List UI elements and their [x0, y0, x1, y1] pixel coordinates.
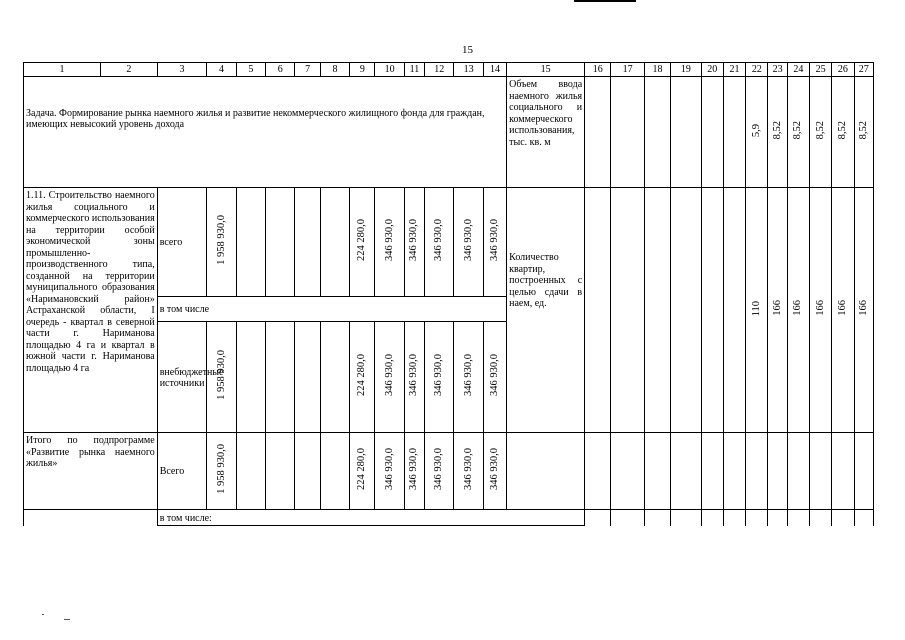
empty-cell: [787, 433, 809, 510]
empty-cell: [701, 510, 723, 526]
empty-cell: [611, 188, 644, 433]
total-value: 1 958 930,0: [215, 444, 227, 495]
col-header: 3: [157, 63, 207, 77]
empty-cell: [701, 433, 723, 510]
empty-cell: [671, 510, 701, 526]
column-number-row: [24, 63, 874, 77]
empty-cell: [320, 322, 349, 433]
empty-cell: [611, 510, 644, 526]
year-value-cell: [454, 322, 483, 433]
col-header: 18: [644, 63, 670, 77]
empty-cell: [723, 188, 745, 433]
year-value: 346 930,0: [488, 219, 500, 262]
task-value-cell: [854, 77, 873, 188]
col-header: 21: [723, 63, 745, 77]
year-value: 346 930,0: [408, 219, 420, 262]
year-value-cell: [425, 322, 454, 433]
year-value-cell: [350, 188, 375, 297]
year-value: 346 930,0: [462, 219, 474, 262]
empty-cell: [295, 322, 320, 433]
year-value-cell: [375, 322, 404, 433]
total-value: 1 958 930,0: [215, 215, 227, 266]
year-value-cell: [375, 433, 404, 510]
col-header: 15: [507, 63, 585, 77]
year-value: 346 930,0: [433, 354, 445, 397]
empty-cell: [236, 188, 265, 297]
col-header: 23: [768, 63, 787, 77]
item-indicator: Количество квартир, построенных с целью сдачи в наем, ед.: [509, 252, 583, 310]
year-value: 346 930,0: [488, 354, 500, 397]
year-value-cell: [483, 433, 506, 510]
item-indicator-cell: [507, 188, 585, 433]
empty-cell: [611, 77, 644, 188]
empty-cell: [24, 510, 158, 526]
task-value: 8,52: [814, 121, 826, 140]
col-header: 10: [375, 63, 404, 77]
indicator-value: 166: [836, 300, 848, 317]
empty-cell: [295, 188, 320, 297]
year-value: 346 930,0: [462, 448, 474, 491]
year-value: 346 930,0: [383, 219, 395, 262]
task-text: Задача. Формирование рынка наемного жилья и развитие некоммерческого жилищного фонда для граждан, имеющих невысокий уровень дохода: [26, 107, 485, 130]
item-name: 1.11. Строительство наемного жилья социального и коммерческого использования на территории особой экономической зоны промышленно-производственного типа, созданной на территории муниципального образования «Наримановский район» Астраханской области, I очередь - квартал в северной части г. Нариманова площадью 4 га и квартал в южной части г. Нариманова площадью 4 га: [26, 190, 155, 374]
year-value-cell: [483, 188, 506, 297]
task-value: 8,52: [792, 121, 804, 140]
task-value: 8,52: [836, 121, 848, 140]
col-header: 9: [350, 63, 375, 77]
col-header: 4: [207, 63, 236, 77]
empty-cell: [832, 433, 854, 510]
empty-cell: [507, 433, 585, 510]
empty-cell: [809, 510, 831, 526]
empty-cell: [585, 433, 611, 510]
indicator-value-cell: [746, 188, 768, 433]
incl-cell: [157, 297, 506, 322]
task-indicator-cell: [507, 77, 585, 188]
source-all-label: всего: [159, 237, 183, 249]
col-header: 17: [611, 63, 644, 77]
col-header: 20: [701, 63, 723, 77]
col-header: 8: [320, 63, 349, 77]
task-value: 8,52: [857, 121, 869, 140]
empty-cell: [585, 77, 611, 188]
total-name-cell: [24, 433, 158, 510]
incl-label: в том числе: [159, 304, 210, 316]
empty-cell: [768, 433, 787, 510]
indicator-value-cell: [787, 188, 809, 433]
empty-cell: [644, 188, 670, 433]
empty-cell: [266, 322, 295, 433]
year-value-cell: [454, 433, 483, 510]
corner-mark: [574, 0, 636, 2]
indicator-value: 166: [857, 300, 869, 317]
empty-cell: [746, 510, 768, 526]
year-value-cell: [425, 188, 454, 297]
empty-cell: [644, 433, 670, 510]
year-value: 346 930,0: [488, 448, 500, 491]
col-header: 24: [787, 63, 809, 77]
total-cell: [207, 433, 236, 510]
year-value-cell: [350, 322, 375, 433]
col-header: 27: [854, 63, 873, 77]
empty-cell: [854, 510, 873, 526]
total-incl-row: [24, 510, 874, 526]
year-value-cell: [404, 433, 424, 510]
source-cell: [157, 433, 207, 510]
year-value-cell: [454, 188, 483, 297]
indicator-value-cell: [854, 188, 873, 433]
task-value-cell: [746, 77, 768, 188]
year-value: 224 280,0: [356, 219, 368, 262]
empty-cell: [295, 433, 320, 510]
year-value: 346 930,0: [408, 448, 420, 491]
year-value: 346 930,0: [433, 219, 445, 262]
empty-cell: [585, 510, 611, 526]
total-incl-cell: [157, 510, 584, 526]
source-extra-label: внебюджетные источники: [159, 366, 224, 389]
budget-table: [23, 62, 874, 526]
col-header: 11: [404, 63, 424, 77]
year-value-cell: [404, 188, 424, 297]
year-value: 346 930,0: [462, 354, 474, 397]
empty-cell: [236, 433, 265, 510]
col-header: 25: [809, 63, 831, 77]
col-header: 26: [832, 63, 854, 77]
col-header: 5: [236, 63, 265, 77]
empty-cell: [644, 77, 670, 188]
empty-cell: [701, 77, 723, 188]
total-name: Итого по подпрограмме «Развитие рынка наемного жилья»: [26, 435, 155, 469]
total-source-label: Всего: [159, 466, 185, 478]
year-value-cell: [350, 433, 375, 510]
year-value-cell: [375, 188, 404, 297]
col-header: 13: [454, 63, 483, 77]
total-cell: [207, 188, 236, 297]
year-value-cell: [404, 322, 424, 433]
scan-mark: [42, 614, 44, 615]
scan-mark: [64, 619, 70, 620]
year-value: 346 930,0: [383, 354, 395, 397]
empty-cell: [723, 433, 745, 510]
page-number: 15: [462, 44, 473, 56]
empty-cell: [611, 433, 644, 510]
empty-cell: [644, 510, 670, 526]
empty-cell: [320, 433, 349, 510]
year-value: 346 930,0: [433, 448, 445, 491]
year-value-cell: [425, 433, 454, 510]
indicator-value-cell: [809, 188, 831, 433]
empty-cell: [854, 433, 873, 510]
empty-cell: [320, 188, 349, 297]
empty-cell: [768, 510, 787, 526]
col-header: 7: [295, 63, 320, 77]
year-value: 224 280,0: [356, 354, 368, 397]
empty-cell: [832, 510, 854, 526]
indicator-value-cell: [768, 188, 787, 433]
total-incl-label: в том числе:: [159, 512, 212, 524]
indicator-value: 166: [771, 300, 783, 317]
indicator-value-cell: [832, 188, 854, 433]
year-value: 224 280,0: [356, 448, 368, 491]
task-value: 5,9: [750, 123, 762, 137]
empty-cell: [266, 433, 295, 510]
empty-cell: [787, 510, 809, 526]
empty-cell: [671, 77, 701, 188]
empty-cell: [723, 510, 745, 526]
item-row-all: [24, 188, 874, 297]
source-cell: [157, 188, 207, 297]
task-value-cell: [768, 77, 787, 188]
col-header: 2: [100, 63, 157, 77]
col-header: 6: [266, 63, 295, 77]
col-header: 19: [671, 63, 701, 77]
empty-cell: [585, 188, 611, 433]
task-value-cell: [832, 77, 854, 188]
col-header: 22: [746, 63, 768, 77]
total-row: [24, 433, 874, 510]
task-cell: [24, 77, 507, 188]
task-value: 8,52: [771, 121, 783, 140]
task-value-cell: [809, 77, 831, 188]
empty-cell: [723, 77, 745, 188]
task-indicator: Объем ввода наемного жилья социального и коммерческого использования, тыс. кв. м: [509, 79, 583, 148]
empty-cell: [671, 433, 701, 510]
indicator-value: 166: [814, 300, 826, 317]
task-value-cell: [787, 77, 809, 188]
col-header: 12: [425, 63, 454, 77]
item-name-cell: [24, 188, 158, 433]
year-value: 346 930,0: [408, 354, 420, 397]
empty-cell: [809, 433, 831, 510]
col-header: 16: [585, 63, 611, 77]
total-value: 1 958 930,0: [215, 350, 227, 401]
empty-cell: [671, 188, 701, 433]
empty-cell: [266, 188, 295, 297]
indicator-value: 166: [792, 300, 804, 317]
empty-cell: [701, 188, 723, 433]
task-row: [24, 77, 874, 188]
year-value-cell: [483, 322, 506, 433]
year-value: 346 930,0: [383, 448, 395, 491]
empty-cell: [746, 433, 768, 510]
indicator-value: 110: [750, 300, 762, 316]
empty-cell: [236, 322, 265, 433]
col-header: 14: [483, 63, 506, 77]
col-header: 1: [24, 63, 101, 77]
